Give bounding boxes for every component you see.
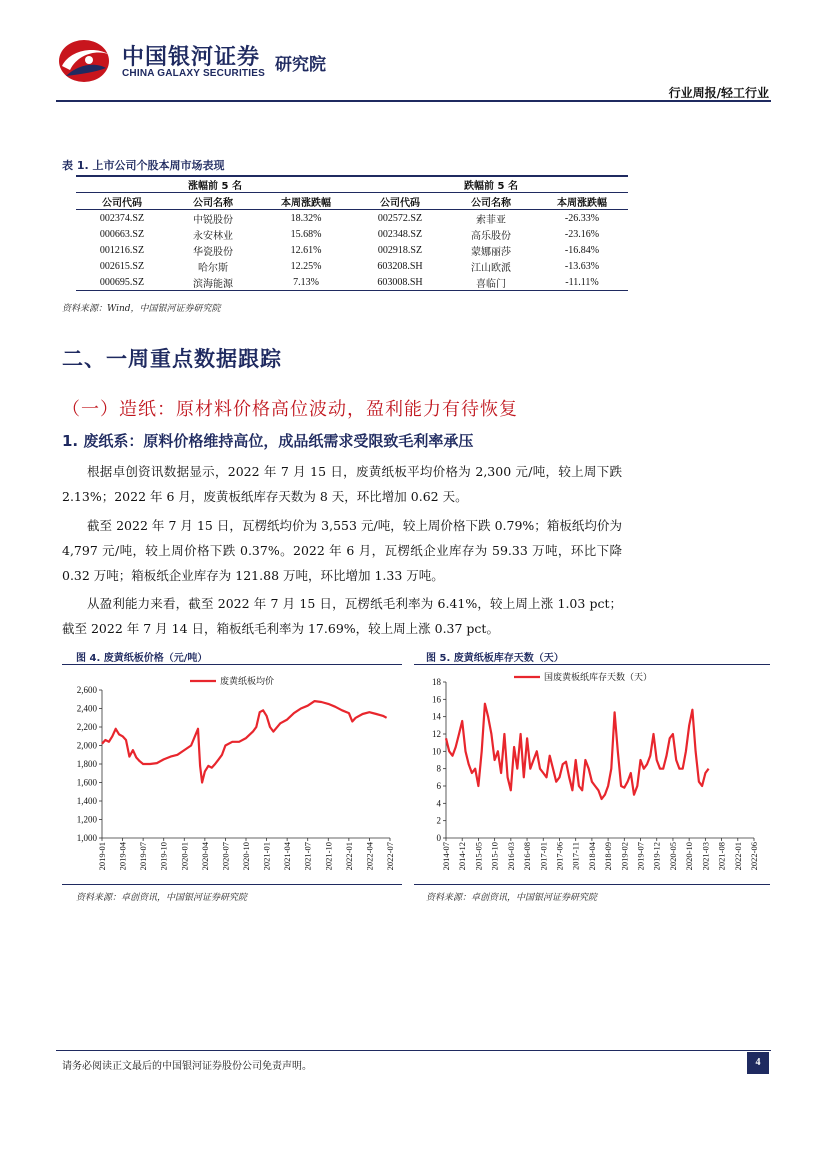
x-tick-label: 2019-10 [158,842,169,871]
table-row [76,226,628,242]
x-tick-label: 2018-09 [603,842,614,871]
page-number: 4 [747,1052,769,1074]
x-tick-label: 2022-04 [364,842,375,871]
cell: 000695.SZ [76,274,168,291]
cell: 高乐股份 [471,230,511,242]
table-row [76,242,628,258]
cell: 中锐股份 [193,214,233,226]
series-line [102,701,387,782]
x-tick-label: 2020-04 [199,842,210,871]
y-tick-label: 2 [436,815,441,826]
y-tick-label: 10 [432,746,441,757]
subsection-heading: （一）造纸：原材料价格高位波动，盈利能力有待恢复 [62,399,518,420]
y-tick-label: 8 [436,763,441,774]
y-tick-label: 2,200 [76,722,97,732]
cell: -23.16% [564,228,600,240]
x-tick-label: 2016-08 [522,842,533,871]
cell: 000663.SZ [99,228,145,240]
figure5-source: 资料来源：卓创资讯，中国银河证券研究院 [426,893,598,903]
x-tick-label: 2021-10 [323,842,334,871]
waste-board-price-chart [62,668,402,880]
cell: 002918.SZ [377,244,423,256]
cell: 永安林业 [193,230,233,242]
institute-label: 研究院 [275,55,326,75]
header-rule [56,100,771,102]
y-tick-label: 2,600 [76,685,97,695]
stock-performance-table [76,176,628,291]
figure5-bottom-rule [414,884,770,885]
x-tick-label: 2019-07 [635,842,646,871]
cell: 002615.SZ [99,260,145,272]
x-tick-label: 2020-10 [684,842,695,871]
y-tick-label: 16 [432,694,441,705]
x-tick-label: 2017-01 [538,842,549,871]
x-tick-label: 2021-01 [261,842,272,871]
table-row [76,210,628,227]
series-line [446,704,709,799]
y-tick-label: 2,000 [76,740,97,751]
cell: 603208.SH [377,260,423,272]
x-tick-label: 2021-04 [282,842,293,871]
legend-label: 废黄纸板均价 [220,677,275,687]
paragraph: 从盈利能力来看，截至 2022 年 7 月 15 日，瓦楞纸毛利率为 6.41%，较上周上涨 1.03 pct；截至 2022 年 7 月 14 日，箱板纸毛利率为 17.69%，较上周上涨 0.37 pct。 [62,596,622,636]
x-tick-label: 2015-10 [489,842,500,871]
figure4-source: 资料来源：卓创资讯，中国银河证券研究院 [76,893,248,903]
x-tick-label: 2014-07 [441,842,451,871]
cell: 江山欧派 [471,262,511,274]
x-tick-label: 2019-02 [619,842,630,871]
y-tick-label: 0 [436,833,441,843]
cell: 18.32% [290,212,322,224]
y-tick-label: 6 [436,781,441,791]
col-header: 本周涨跌幅 [536,193,628,210]
paragraph: 截至 2022 年 7 月 15 日，瓦楞纸均价为 3,553 元/吨，较上周价格下跌 0.79%；箱板纸均价为 4,797 元/吨，较上周价格下跌 0.37%。2022 年 6 月，瓦楞纸企业库存为 59.33 万吨，环比下降 0.32 万吨；箱板纸企业库存为 121.88 万吨，环比增加 1.33 万吨。 [62,518,622,583]
x-tick-label: 2020-07 [220,842,231,871]
figure5-caption: 图 5. 废黄纸板库存天数（天） [426,653,564,664]
y-tick-label: 14 [432,711,441,722]
y-tick-label: 1,000 [76,833,97,843]
col-header: 公司名称 [446,193,536,210]
cell: 7.13% [258,274,354,291]
figure4-top-rule [62,664,402,665]
table-source: 资料来源：Wind，中国银河证券研究院 [62,304,221,314]
cell: -16.84% [564,244,600,256]
logo-english: CHINA GALAXY SECURITIES [122,68,265,79]
galaxy-logo-icon [56,36,112,86]
x-tick-label: 2021-03 [700,842,711,871]
paragraph: 根据卓创资讯数据显示，2022 年 7 月 15 日，废黄纸板平均价格为 2,300 元/吨，较上周下跌 2.13%；2022 年 6 月，废黄板纸库存天数为 8 天，环比增加 0.62 天。 [62,464,622,504]
cell: 002572.SZ [377,212,423,224]
x-tick-label: 2019-01 [97,842,107,871]
col-header: 公司代码 [76,193,168,210]
y-tick-label: 4 [436,798,441,809]
figure4-bottom-rule [62,884,402,885]
cell: 滨海能源 [168,274,258,291]
y-tick-label: 12 [432,729,441,739]
footer-rule [56,1050,771,1051]
cell: 002348.SZ [377,228,423,240]
x-tick-label: 2019-04 [117,842,128,871]
cell: 哈尔斯 [198,262,228,274]
x-tick-label: 2020-05 [667,842,678,871]
topic-heading: 1. 废纸系：原料价格维持高位，成品纸需求受限致毛利率承压 [62,432,474,450]
x-tick-label: 2014-12 [457,842,468,871]
group-down-label: 跌幅前 5 名 [354,176,628,193]
y-tick-label: 1,600 [76,777,97,788]
legend-label: 国废黄板纸库存天数（天） [544,673,653,683]
table-row [76,274,628,291]
table-group-row [76,176,628,193]
cell: 12.25% [290,260,322,272]
x-tick-label: 2017-11 [570,842,581,871]
y-tick-label: 1,800 [76,759,97,769]
logo-chinese: 中国银河证券 [122,45,261,70]
cell: 喜临门 [446,274,536,291]
x-tick-label: 2022-01 [343,842,354,871]
table-row [76,258,628,274]
y-tick-label: 18 [432,677,441,687]
figure4-caption: 图 4. 废黄纸板价格（元/吨） [76,653,208,664]
cell: 蒙娜丽莎 [471,246,511,258]
col-header: 公司名称 [168,193,258,210]
cell: -13.63% [564,260,600,272]
figure5-top-rule [414,664,770,665]
cell: 华瓷股份 [193,246,233,258]
x-tick-label: 2022-01 [732,842,743,871]
header [0,0,827,105]
cell: 索菲亚 [476,214,506,226]
cell: 001216.SZ [99,244,145,256]
section-heading: 二、一周重点数据跟踪 [62,347,282,371]
y-tick-label: 1,200 [76,814,97,825]
table-header-row [76,193,628,210]
x-tick-label: 2019-12 [651,842,662,871]
x-tick-label: 2017-06 [554,842,565,871]
cell: 603008.SH [354,274,446,291]
waste-board-inventory-days-chart [414,668,770,880]
table-caption: 表 1. 上市公司个股本周市场表现 [62,159,225,172]
x-tick-label: 2022-06 [749,842,759,871]
x-tick-label: 2020-01 [179,842,190,871]
x-tick-label: 2022-07 [385,842,395,871]
x-tick-label: 2018-04 [586,842,597,871]
cell: 12.61% [290,244,322,256]
group-up-label: 涨幅前 5 名 [76,176,354,193]
cell: -11.11% [536,274,628,291]
cell: 002374.SZ [99,212,145,224]
cell: -26.33% [564,212,600,224]
x-tick-label: 2016-03 [505,842,516,871]
cell: 15.68% [290,228,322,240]
x-tick-label: 2021-07 [302,842,313,871]
x-tick-label: 2019-07 [138,842,149,871]
y-tick-label: 1,400 [76,796,97,806]
x-tick-label: 2020-10 [241,842,251,871]
footer-disclaimer: 请务必阅读正文最后的中国银河证券股份公司免责声明。 [62,1061,312,1072]
x-tick-label: 2015-05 [473,842,484,871]
y-tick-label: 2,400 [76,703,97,714]
col-header: 本周涨跌幅 [258,193,354,210]
col-header: 公司代码 [354,193,446,210]
report-category: 行业周报/轻工行业 [668,86,769,100]
x-tick-label: 2021-08 [716,842,727,871]
